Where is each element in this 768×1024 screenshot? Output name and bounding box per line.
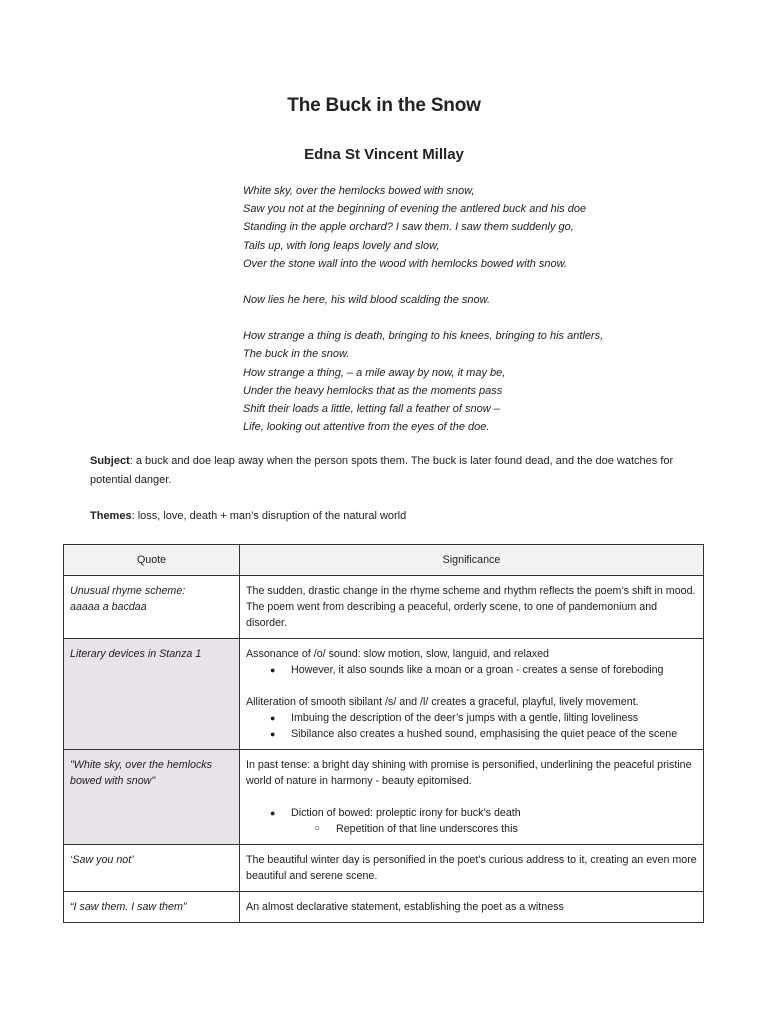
significance-cell — [240, 750, 704, 845]
significance-cell: The beautiful winter day is personified in the poet’s curious address to it, creating an even more beautiful and serene scene. — [240, 845, 704, 892]
poem-line: How strange a thing is death, bringing to his knees, bringing to his antlers, — [243, 330, 604, 343]
significance-cell — [240, 639, 704, 750]
bullet-item: ● Imbuing the description of the deer’s jumps with a gentle, lilting loveliness — [291, 710, 697, 726]
sub-bullet-item: ○ Repetition of that line underscores this — [336, 821, 697, 837]
author-name: Edna St Vincent Millay — [304, 146, 464, 163]
bullet-item: ● Sibilance also creates a hushed sound, emphasising the quiet peace of the scene — [291, 726, 697, 742]
quote-cell: “I saw them. I saw them” — [64, 892, 240, 923]
poem-line: Over the stone wall into the wood with hemlocks bowed with snow. — [243, 257, 568, 270]
sub-bullet-list — [291, 821, 697, 837]
poem-line: How strange a thing, – a mile away by now, it may be, — [243, 366, 506, 379]
quote-cell: "White sky, over the hemlocks bowed with snow" — [64, 750, 240, 845]
table-row — [64, 639, 704, 750]
quote-cell: ‘Saw you not’ — [64, 845, 240, 892]
significance-text: Alliteration of smooth sibilant /s/ and /l/ creates a graceful, playful, lively movement. — [246, 696, 639, 708]
table-row — [64, 750, 704, 845]
themes-paragraph — [90, 507, 690, 526]
header-significance: Significance — [240, 545, 704, 576]
table-header-row — [64, 545, 704, 576]
significance-text: Assonance of /o/ sound: slow motion, slow, languid, and relaxed — [246, 648, 549, 660]
bullet-item: ● However, it also sounds like a moan or a groan - creates a sense of foreboding — [291, 662, 697, 678]
quote-cell: Literary devices in Stanza 1 — [64, 639, 240, 750]
bullet-list — [246, 662, 697, 678]
poem-line: Tails up, with long leaps lovely and slow, — [243, 239, 440, 252]
subject-text: : a buck and doe leap away when the person spots them. The buck is later found dead, and the doe watches for potential danger. — [90, 455, 674, 486]
poem-line: Life, looking out attentive from the eyes of the doe. — [243, 421, 490, 434]
poem-line: Standing in the apple orchard? I saw them. I saw them suddenly go, — [243, 221, 574, 234]
bullet-item — [291, 805, 697, 837]
table-row — [64, 845, 704, 892]
bullet-list — [246, 805, 697, 837]
themes-label: Themes — [90, 510, 132, 522]
poem — [243, 182, 743, 436]
table-row — [64, 576, 704, 639]
significance-text: In past tense: a bright day shining with promise is personified, underlining the peaceful pristine world of nature in harmony - beauty epitomised. — [246, 759, 692, 787]
poem-line: Saw you not at the beginning of evening the antlered buck and his doe — [243, 203, 587, 216]
quote-text: aaaaa a bacdaa — [70, 601, 147, 613]
page-title: The Buck in the Snow — [287, 95, 481, 116]
quote-cell — [64, 576, 240, 639]
header-quote: Quote — [64, 545, 240, 576]
poem-line: Under the heavy hemlocks that as the moments pass — [243, 384, 503, 397]
subject-label: Subject — [90, 455, 130, 467]
poem-line: The buck in the snow. — [243, 348, 350, 361]
bullet-text: Diction of bowed: proleptic irony for buck’s death — [291, 807, 521, 819]
poem-line: Now lies he here, his wild blood scalding the snow. — [243, 294, 491, 307]
subject-paragraph — [90, 452, 690, 489]
themes-text: : loss, love, death + man’s disruption of the natural world — [131, 510, 407, 522]
poem-line: Shift their loads a little, letting fall a feather of snow – — [243, 403, 500, 416]
bullet-list — [246, 710, 697, 742]
poem-line: White sky, over the hemlocks bowed with snow, — [243, 185, 475, 197]
quote-text: Unusual rhyme scheme: — [70, 585, 186, 597]
analysis-table — [63, 544, 704, 923]
significance-cell: The sudden, drastic change in the rhyme scheme and rhythm reflects the poem’s shift in mood. The poem went from describing a peaceful, orderly scene, to one of pandemonium and disorder. — [240, 576, 704, 639]
table-row — [64, 892, 704, 923]
significance-cell: An almost declarative statement, establishing the poet as a witness — [240, 892, 704, 923]
